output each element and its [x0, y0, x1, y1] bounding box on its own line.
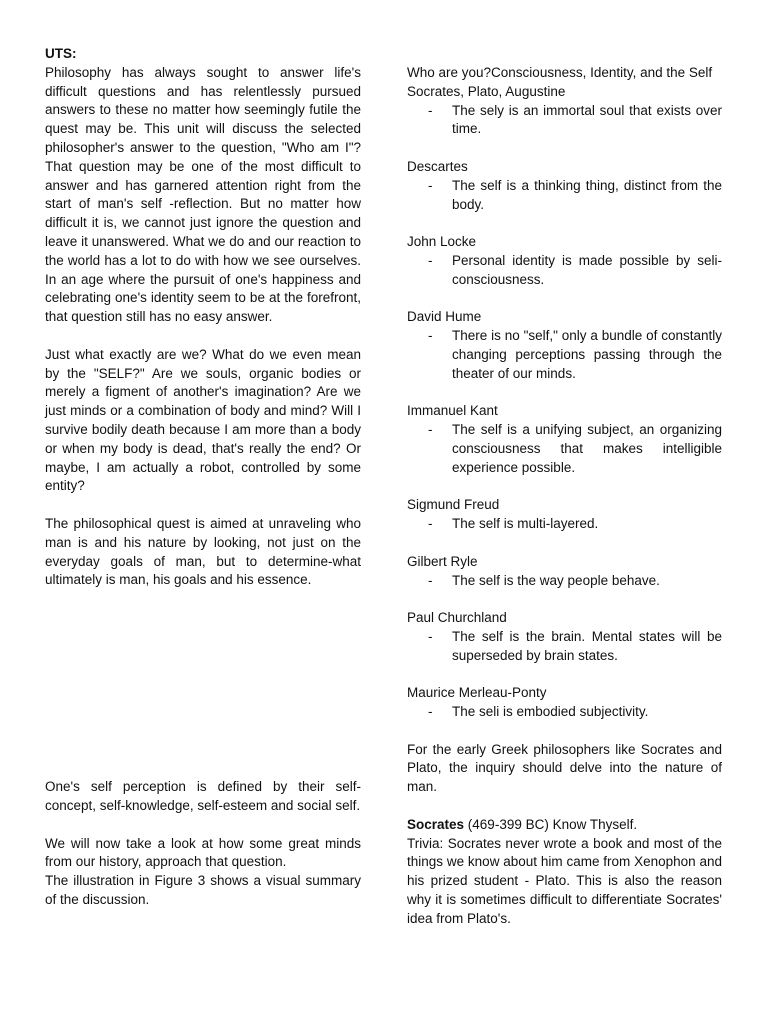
bullet-item: - The sely is an immortal soul that exists over time. — [428, 102, 722, 137]
figure-reference-line: The illustration in Figure 3 shows a visual summary of the discussion. — [45, 873, 361, 907]
trivia-paragraph: Trivia: Socrates never wrote a book and most of the things we know about him came from Xenophon and his prized student - Plato. This is also the reason why it is sometimes difficult to differentiate Socrates' idea from Plato's. — [407, 835, 722, 926]
right-column — [407, 64, 722, 929]
bullet-item: - The self is a thinking thing, distinct from the body. — [428, 177, 722, 212]
philosophical-quest-paragraph: The philosophical quest is aimed at unraveling who man is and his nature by looking, not just on the everyday goals of man, but to determine-what ultimately is man, his goals and his essence. — [45, 515, 361, 588]
philosopher-name: Gilbert Ryle — [407, 553, 478, 569]
bullet-item: - There is no "self," only a bundle of constantly changing perceptions passing through the theater of our minds. — [428, 328, 722, 381]
bullet-item: - The self is the way people behave. — [428, 572, 660, 588]
section-heading: Who are you?Consciousness, Identity, and the Self — [407, 65, 713, 80]
bullet-item: - The seli is embodied subjectivity. — [428, 704, 649, 720]
philosopher-name: Sigmund Freud — [407, 497, 500, 513]
philosopher-name: David Hume — [407, 309, 482, 325]
bullet-item: - The self is a unifying subject, an organizing consciousness that makes intelligible experience possible. — [428, 422, 722, 475]
socrates-heading — [407, 816, 722, 835]
greek-philosophers-paragraph: For the early Greek philosophers like Socrates and Plato, the inquiry should delve into the nature of man. — [407, 741, 722, 795]
left-column — [45, 45, 361, 910]
philosopher-name: Immanuel Kant — [407, 403, 498, 419]
intro-paragraph: Philosophy has always sought to answer life's difficult questions and has relentlessly pursued answers to these no matter how seemingly futile the quest may be. This unit will discuss the selected philosopher's answer to the question, "Who am I"? That question may be one of the most difficult to answer and has garnered attention right from the start of man's self -reflection. But no matter how difficult it is, we cannot just ignore the question and leave it unanswered. What we do and our reaction to the world has a lot to do with how we see ourselves. In an age where the pursuit of one's happiness and celebrating one's identity seem to be at the forefront, that question still has no easy answer. — [45, 64, 361, 325]
ancient-philosophers: Socrates, Plato, Augustine — [407, 83, 566, 99]
philosopher-name: John Locke — [407, 234, 477, 250]
document-title: UTS: — [45, 46, 77, 61]
bullet-item: - Personal identity is made possible by seli-consciousness. — [428, 252, 722, 287]
philosopher-name: Descartes — [407, 158, 468, 174]
great-minds-line: We will now take a look at how some great minds from our history, approach that question. — [45, 835, 361, 870]
self-perception-paragraph: One's self perception is defined by their self-concept, self-knowledge, self-esteem and social self. — [45, 779, 361, 813]
self-questions-paragraph: Just what exactly are we? What do we even mean by the "SELF?" Are we souls, organic bodies or merely a figment of another's imagination? Are we just minds or a combination of body and mind? Will I survive bodily death because I am more than a body or when my body is dead, that's really the end? Or maybe, I am actually a robot, controlled by some entity? — [45, 346, 361, 494]
philosopher-name: Maurice Merleau-Ponty — [407, 685, 547, 701]
bullet-item: - The self is multi-layered. — [428, 516, 599, 532]
bullet-item: - The self is the brain. Mental states will be superseded by brain states. — [428, 628, 722, 663]
socrates-dates: (469-399 BC) Know Thyself. — [464, 816, 638, 832]
socrates-name: Socrates — [407, 816, 465, 832]
philosopher-name: Paul Churchland — [407, 610, 507, 626]
